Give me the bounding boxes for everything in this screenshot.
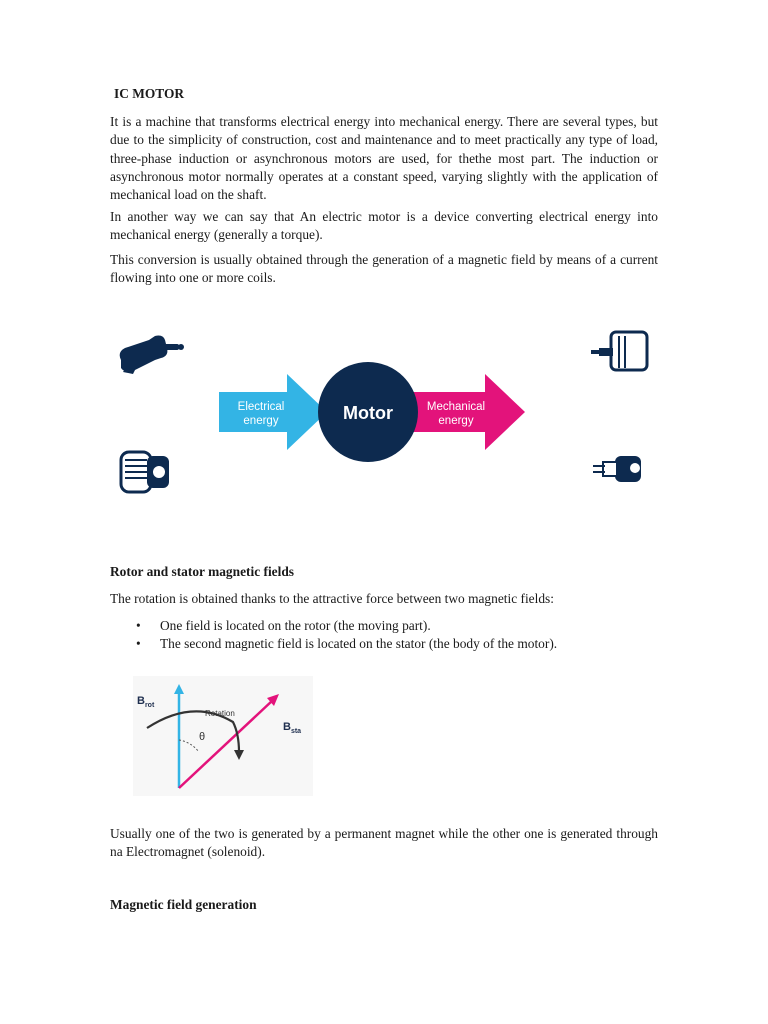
paragraph-rotation: The rotation is obtained thanks to the attractive force between two magnetic fields: [110, 591, 554, 606]
list-item [110, 635, 658, 653]
b-rot-label: $B_{rot}$ [137, 695, 155, 709]
input-label-line1: Electrical [237, 401, 285, 413]
theta-label: θ [199, 731, 206, 743]
stepper-motor-icon [591, 332, 647, 370]
motor-shaft-icon [120, 336, 184, 375]
heading-rotor-stator: Rotor and stator magnetic fields [110, 564, 294, 579]
motor-energy-figure [105, 320, 665, 510]
output-label-line2: energy [438, 415, 474, 427]
list-item-text: One field is located on the rotor (the moving part). [160, 618, 431, 633]
paragraph-intro: It is a machine that transforms electrical energy into mechanical energy. There are several types, but due to the simplicity of construction, cost and maintenance and to meet practically any type of load, three-phase induction or asynchronous motors are used, for thethe most part. The induction or asynchronous motor normally operates at a constant speed, varying slightly with the application of mechanical load on the shaft. [110, 114, 658, 203]
motor-label: Motor [343, 403, 393, 423]
bullet-list [110, 617, 658, 654]
geared-motor-icon [593, 456, 641, 482]
list-item-text: The second magnetic field is located on the stator (the body of the motor). [160, 636, 558, 652]
document-title: IC MOTOR [114, 86, 185, 101]
paragraph-magnets: Usually one of the two is generated by a permanent magnet while the other one is generated through na Electromagnet (solenoid). [110, 826, 658, 860]
heading-field-generation: Magnetic field generation [110, 897, 257, 912]
figure-background [133, 676, 313, 796]
b-sta-label: $B_{sta}$ [283, 721, 302, 735]
bullet-icon: • [136, 636, 141, 652]
bullet-icon: • [136, 618, 141, 633]
paragraph-definition: In another way we can say that An electric motor is a device converting electrical energy into mechanical energy (generally a torque). [110, 209, 658, 243]
input-label-line2: energy [243, 415, 279, 427]
rotation-label: Rotation [205, 709, 235, 718]
paragraph-conversion: This conversion is usually obtained through the generation of a magnetic field by means of a current flowing into one or more coils. [110, 252, 658, 286]
magnetic-field-figure [133, 676, 313, 796]
gear-motor-icon [121, 452, 169, 492]
output-label-line1: Mechanical [426, 401, 486, 413]
list-item [110, 617, 658, 635]
